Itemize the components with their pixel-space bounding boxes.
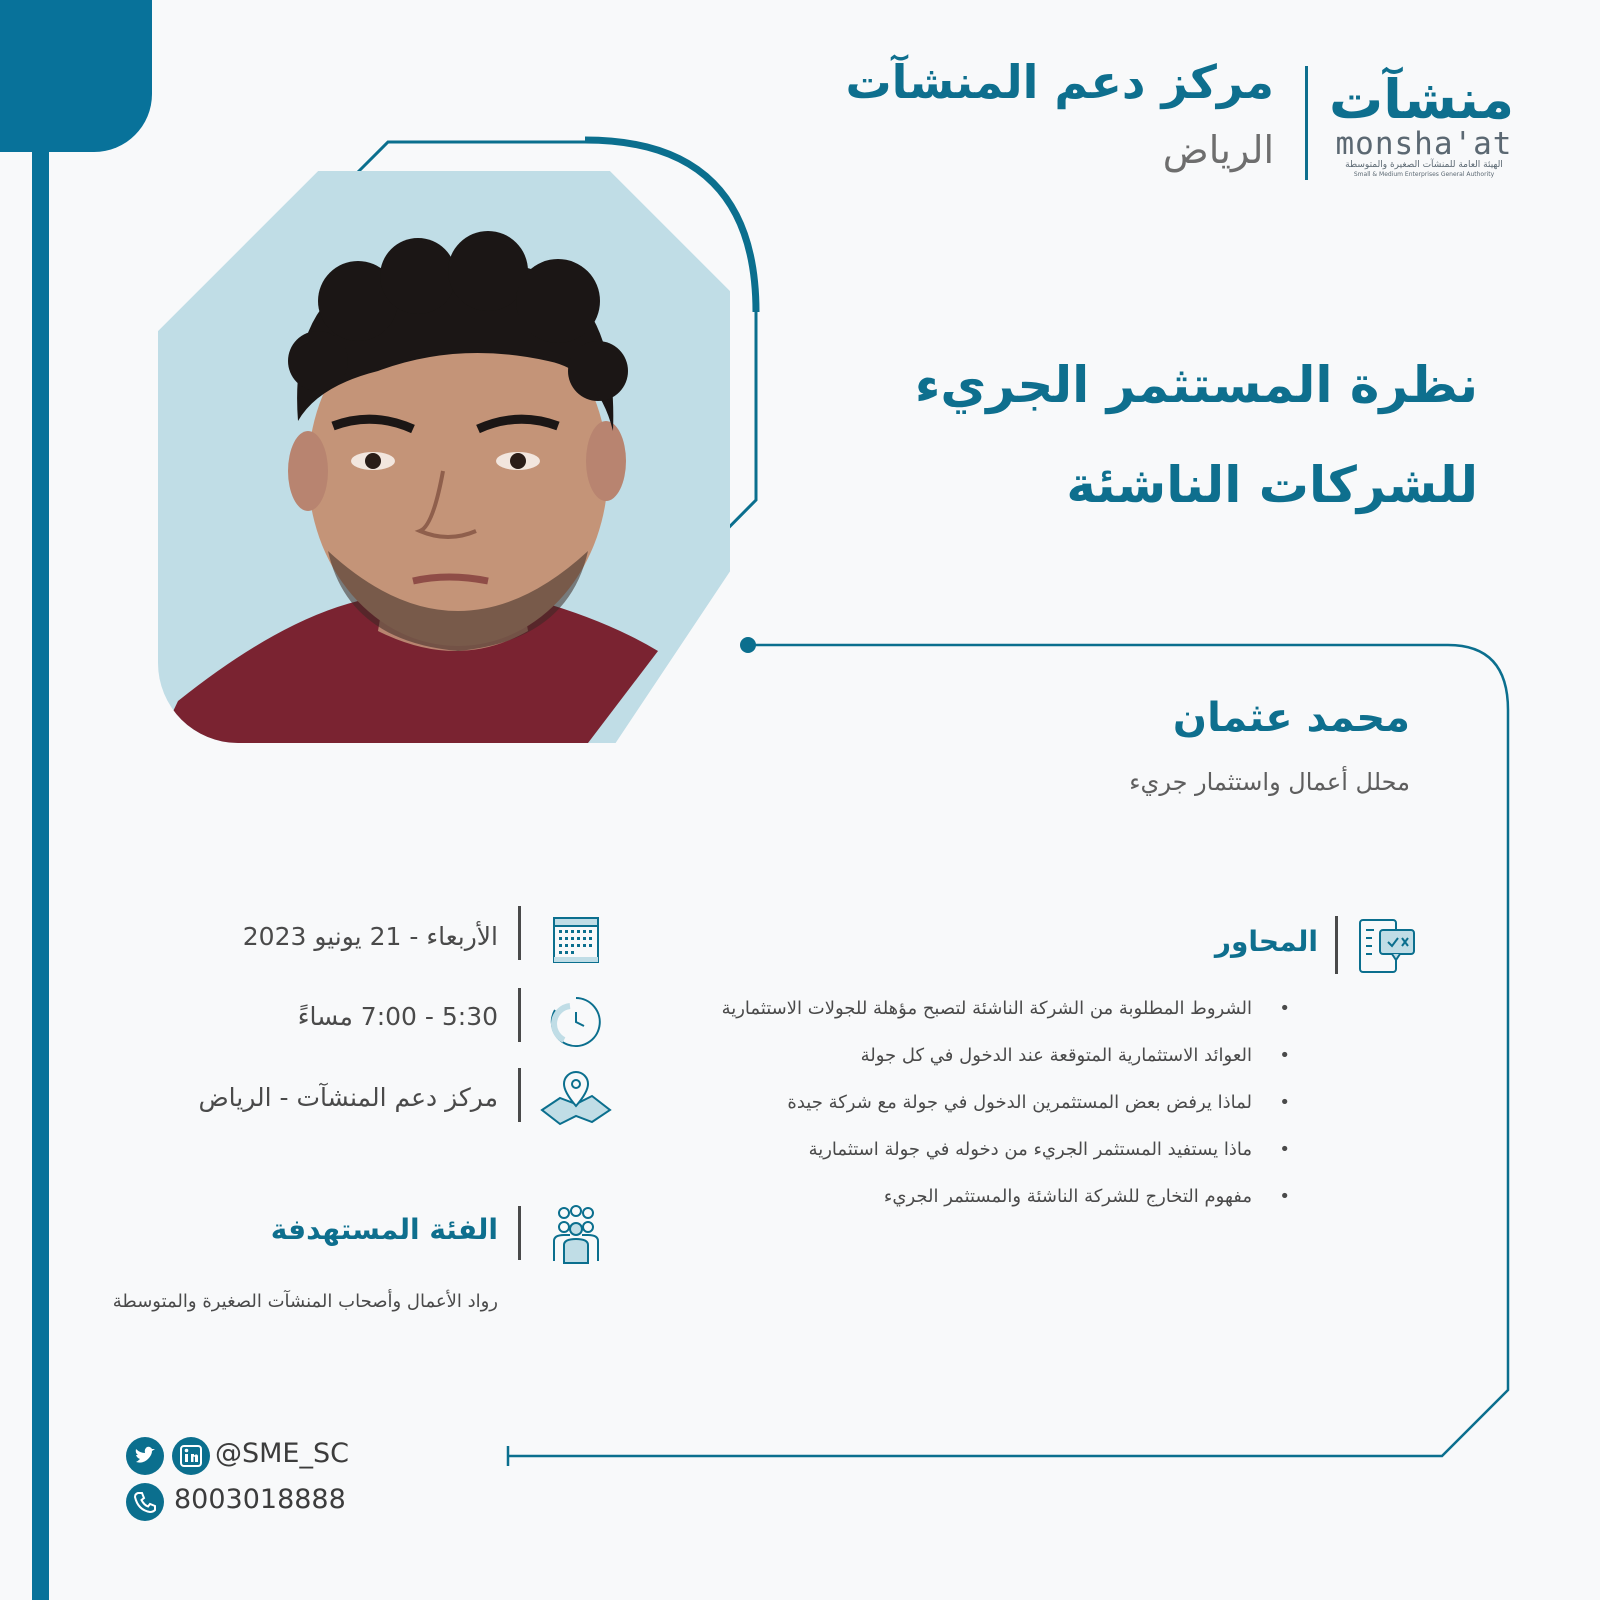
phone-icon[interactable]	[126, 1483, 164, 1521]
monshaat-logo	[1329, 68, 1514, 184]
logo-latin: monsha'at	[1335, 126, 1513, 162]
speaker-name: محمد عثمان	[1172, 695, 1410, 741]
map-pin-icon	[540, 1070, 612, 1130]
speaker-photo	[158, 171, 730, 743]
calendar-icon	[540, 912, 612, 972]
chat-checklist-icon	[1358, 918, 1418, 978]
speaker-portrait	[158, 171, 730, 743]
target-title: الفئة المستهدفة	[270, 1213, 498, 1246]
logo-subtitle-en: Small & Medium Enterprises General Authority	[1353, 171, 1495, 178]
left-accent-bar	[32, 0, 49, 1600]
linkedin-icon[interactable]	[172, 1437, 210, 1475]
twitter-glyph	[126, 1437, 164, 1475]
location-divider	[518, 1068, 521, 1122]
phone-number[interactable]: 8003018888	[174, 1484, 346, 1515]
event-time: 5:30 - 7:00 مساءً	[297, 1002, 498, 1031]
list-item: • لماذا يرفض بعض المستثمرين الدخول في جولة مع شركة جيدة	[650, 1092, 1290, 1139]
list-item: • العوائد الاستثمارية المتوقعة عند الدخول في كل جولة	[650, 1045, 1290, 1092]
clock-icon	[540, 992, 612, 1052]
speaker-role: محلل أعمال واستثمار جريء	[1129, 768, 1410, 796]
event-date: الأربعاء - 21 يونيو 2023	[242, 922, 498, 951]
linkedin-glyph	[172, 1437, 210, 1475]
target-divider	[518, 1206, 521, 1260]
axes-divider	[1335, 916, 1338, 974]
logo-arabic: منشآت	[1329, 68, 1514, 131]
header-divider	[1305, 66, 1308, 180]
event-location: مركز دعم المنشآت - الرياض	[198, 1083, 498, 1112]
center-city: الرياض	[1162, 128, 1274, 172]
people-icon	[540, 1205, 612, 1265]
center-title: مركز دعم المنشآت	[845, 55, 1274, 109]
axes-title: المحاور	[1214, 925, 1318, 958]
logo-subtitle-ar: الهيئة العامة للمنشآت الصغيرة والمتوسطة	[1345, 160, 1503, 170]
list-item: • الشروط المطلوبة من الشركة الناشئة لتصبح مؤهلة للجولات الاستثمارية	[650, 998, 1290, 1045]
axes-list	[650, 998, 1290, 1233]
time-divider	[518, 988, 521, 1042]
list-item: • مفهوم التخارج للشركة الناشئة والمستثمر الجريء	[650, 1186, 1290, 1233]
corner-decoration	[0, 0, 152, 152]
twitter-icon[interactable]	[126, 1437, 164, 1475]
list-item: • ماذا يستفيد المستثمر الجريء من دخوله في جولة استثمارية	[650, 1139, 1290, 1186]
social-handle[interactable]: @SME_SC	[215, 1438, 349, 1469]
event-title: نظرة المستثمر الجريء للشركات الناشئة	[914, 356, 1478, 514]
target-text: رواد الأعمال وأصحاب المنشآت الصغيرة والمتوسطة	[112, 1291, 498, 1312]
date-divider	[518, 906, 521, 960]
phone-glyph	[126, 1483, 164, 1521]
